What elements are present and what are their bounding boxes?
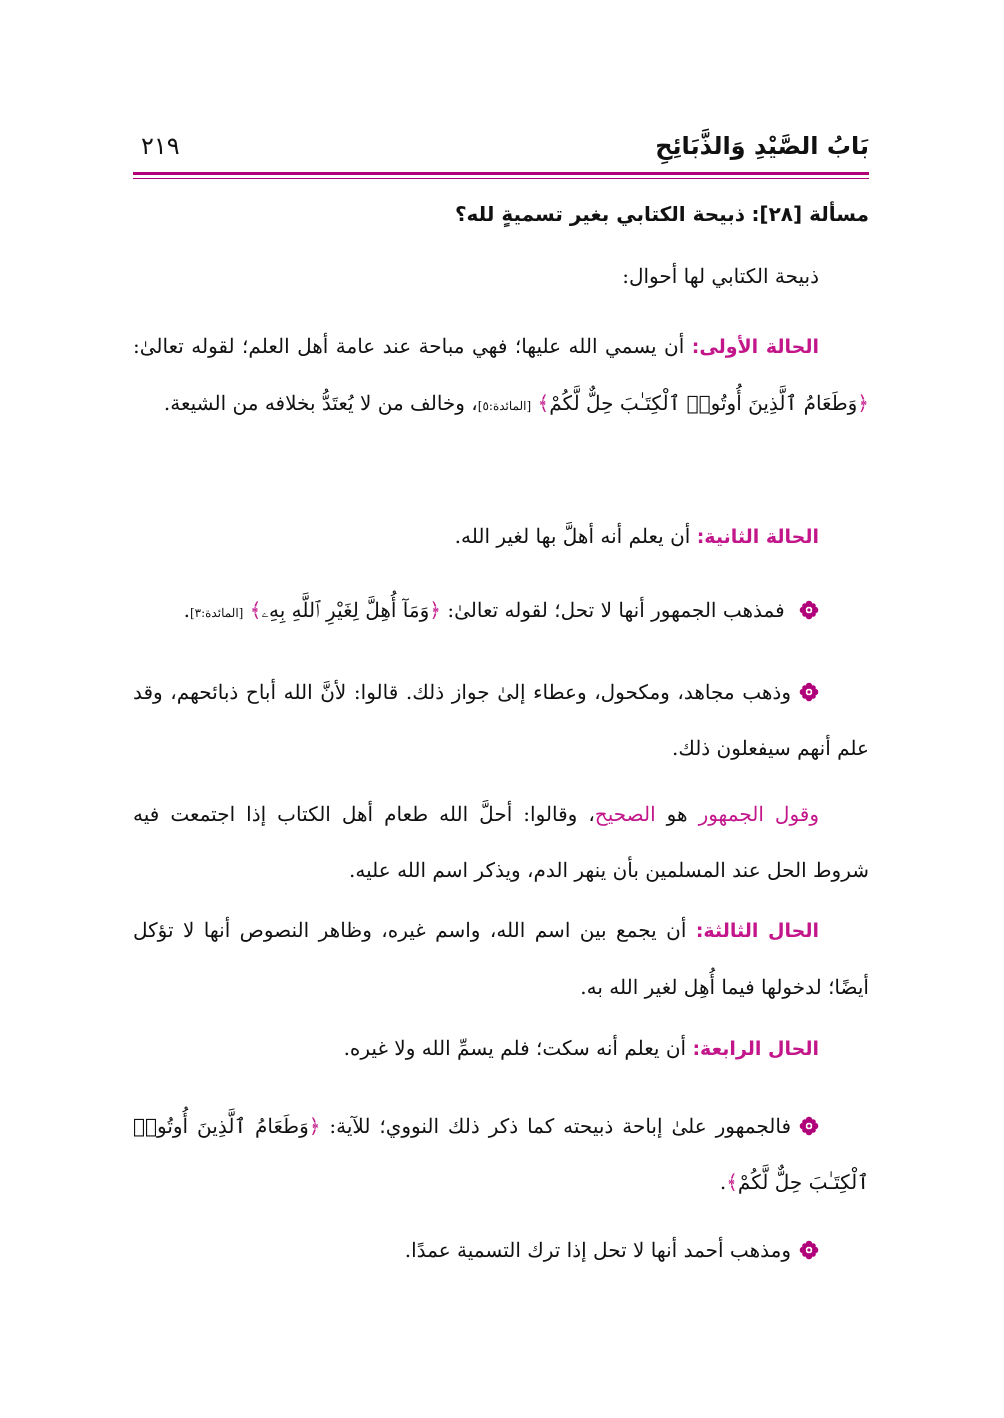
question-prefix: مسألة [٢٨]: bbox=[751, 202, 869, 226]
case3-text: أن يجمع بين اسم الله، واسم غيره، وظاهر النصوص أنها لا تؤكل أيضًا؛ لدخولها فيما أُهِل لغير الله به. bbox=[133, 918, 869, 999]
bullet3-text-a: فالجمهور علىٰ إباحة ذبيحته كما ذكر ذلك النووي؛ للآية: bbox=[329, 1114, 792, 1138]
ayah-open-bracket: ﴿ bbox=[308, 1114, 321, 1138]
page-number: ٢١٩ bbox=[141, 132, 180, 160]
bullet1-text-b: . bbox=[183, 598, 190, 622]
bullet4-paragraph bbox=[133, 1238, 869, 1262]
ayah-close-bracket: ﴾ bbox=[537, 391, 550, 415]
flower-ornament-icon bbox=[799, 600, 819, 620]
case2-text: أن يعلم أنه أهلَّ بها لغير الله. bbox=[454, 524, 691, 548]
bullet1-ref: [المائدة:٣] bbox=[189, 606, 244, 620]
majority-paragraph bbox=[133, 786, 869, 898]
intro-line bbox=[133, 264, 869, 288]
case3-paragraph bbox=[133, 902, 869, 1015]
ayah-open-bracket: ﴿ bbox=[429, 598, 441, 622]
question-title: ذبيحة الكتابي بغير تسميةٍ لله؟ bbox=[454, 202, 746, 226]
flower-ornament-icon bbox=[799, 682, 819, 702]
case4-label: الحال الرابعة: bbox=[692, 1038, 819, 1060]
chapter-title: بَابُ الصَّيْدِ وَالذَّبَائِحِ bbox=[655, 132, 869, 160]
header-rule-thick bbox=[133, 172, 869, 175]
case1-text-a: أن يسمي الله عليها؛ فهي مباحة عند عامة أهل العلم؛ لقوله تعالىٰ: bbox=[133, 334, 685, 358]
bullet1-ayah: وَمَآ أُهِلَّ لِغَيْرِ ٱللَّهِ بِهِۦ bbox=[261, 598, 430, 622]
case3-label: الحال الثالثة: bbox=[695, 920, 819, 942]
bullet2-paragraph bbox=[133, 664, 869, 776]
case1-ref: [المائدة:٥] bbox=[477, 399, 532, 413]
page-header bbox=[133, 128, 869, 168]
bullet3-paragraph bbox=[133, 1098, 869, 1210]
header-rule-thin bbox=[133, 178, 869, 179]
flower-ornament-icon bbox=[799, 1240, 819, 1260]
majority-text: ، وقالوا: أحلَّ الله طعام أهل الكتاب إذا اجتمعت فيه شروط الحل عند المسلمين بأن ينهر الدم، ويذكر اسم الله عليه. bbox=[133, 802, 869, 882]
majority-label-a: وقول الجمهور bbox=[698, 802, 819, 826]
majority-mid: هو bbox=[666, 802, 688, 826]
bullet3-ayah: وَطَعَامُ ٱلَّذِينَ أُوتُوا۟ ٱلْكِتَـٰبَ حِلٌّ لَّكُمْ bbox=[133, 1114, 869, 1194]
case4-text: أن يعلم أنه سكت؛ فلم يسمِّ الله ولا غيره. bbox=[343, 1036, 687, 1060]
case2-paragraph bbox=[133, 524, 869, 548]
case4-paragraph bbox=[133, 1036, 869, 1060]
case1-text-b: ، وخالف من لا يُعتَدُّ بخلافه من الشيعة. bbox=[163, 391, 478, 415]
majority-label-b: الصحيح bbox=[594, 802, 656, 826]
case1-paragraph bbox=[133, 318, 869, 434]
flower-ornament-icon bbox=[799, 1116, 819, 1136]
ayah-close-bracket: ﴾ bbox=[726, 1170, 738, 1194]
case1-label: الحالة الأولى: bbox=[691, 336, 820, 358]
case2-label: الحالة الثانية: bbox=[696, 526, 819, 548]
case1-ayah: وَطَعَامُ ٱلَّذِينَ أُوتُوا۟ ٱلْكِتَـٰبَ حِلٌّ لَّكُمْ bbox=[549, 391, 858, 415]
bullet2-text: وذهب مجاهد، ومكحول، وعطاء إلىٰ جواز ذلك. قالوا: لأنَّ الله أباح ذبائحهم، وقد علم أنهم سيفعلون ذلك. bbox=[133, 680, 869, 760]
question-heading bbox=[133, 202, 869, 226]
ayah-close-bracket: ﴾ bbox=[249, 598, 262, 622]
bullet3-text-b: . bbox=[719, 1170, 727, 1194]
bullet1-text-a: فمذهب الجمهور أنها لا تحل؛ لقوله تعالىٰ: bbox=[447, 598, 785, 622]
bullet1-paragraph bbox=[133, 598, 869, 622]
intro-text: ذبيحة الكتابي لها أحوال: bbox=[622, 264, 819, 288]
ayah-open-bracket: ﴿ bbox=[857, 391, 869, 415]
bullet4-text: ومذهب أحمد أنها لا تحل إذا ترك التسمية عمدًا. bbox=[404, 1238, 791, 1262]
